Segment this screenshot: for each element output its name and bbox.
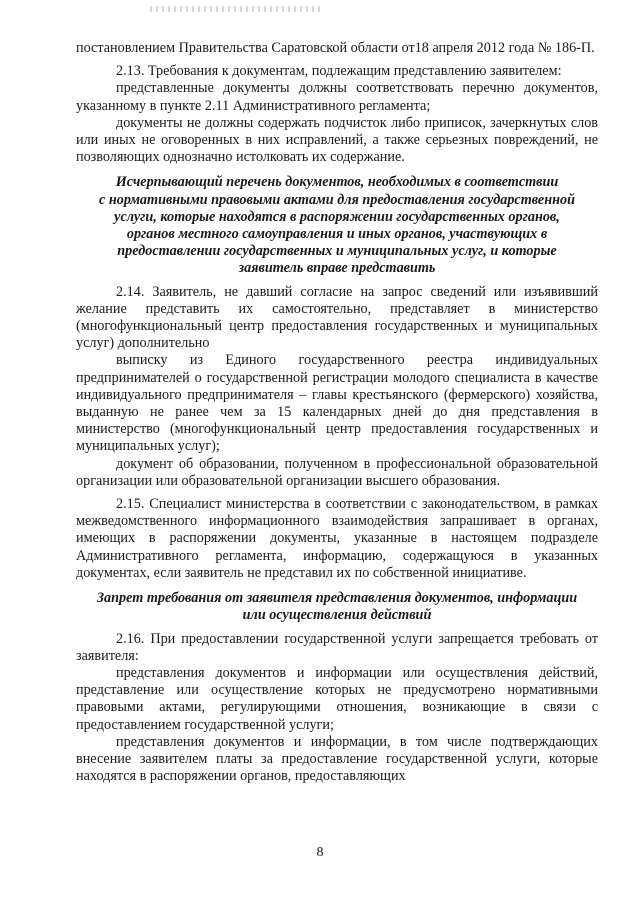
heading-line: Запрет требования от заявителя представления документов, информации xyxy=(96,590,578,607)
section-2-14-item-1: выписку из Единого государственного реестра индивидуальных предпринимателей о государственной регистрации молодого специалиста в качестве индивидуального предпринимателя – главы крестьянского (фермерского) хозяйства, выданную не ранее чем за 15 календарных дней до дня представления в министерство (многофункциональный центр предоставления государственных и муниципальных услуг); xyxy=(76,352,598,455)
heading-line: или осуществления действий xyxy=(242,607,432,624)
section-2-16-item-1: представления документов и информации или осуществления действий, представление или осуществление которых не предусмотрено нормативными правовыми актами, регулирующими отношения, возникающие в связи с предоставлением государственной услуги; xyxy=(76,664,598,733)
heading-line: предоставлении государственных и муниципальных услуг, и которые xyxy=(117,243,557,260)
section-2-13-item-1: представленные документы должны соответствовать перечню документов, указанному в пункте 2.11 Административного регламента; xyxy=(76,80,598,114)
page-number: 8 xyxy=(316,845,324,860)
heading-line: Исчерпывающий перечень документов, необходимых в соответствии xyxy=(115,174,559,191)
section-2-16-item-2: представления документов и информации, в том числе подтверждающих внесение заявителем платы за предоставление государственной услуги, которые находятся в распоряжении органов, предоставляющих xyxy=(76,733,598,785)
document-page xyxy=(76,40,598,785)
heading-line: органов местного самоуправления и иных органов, участвующих в xyxy=(126,226,548,243)
heading-line: с нормативными правовыми актами для предоставления государственной xyxy=(99,191,575,208)
heading-document-list xyxy=(76,174,598,277)
scan-artifact xyxy=(150,6,320,12)
section-2-15-text: 2.15. Специалист министерства в соответствии с законодательством, в рамках межведомственного информационного взаимодействия запрашивает в органах, имеющих в распоряжении документы, указанные в настоящем подразделе Административного регламента, информацию, содержащуюся в указанных документах, если заявитель не представил их по собственной инициативе. xyxy=(76,496,598,581)
section-2-16-title: 2.16. При предоставлении государственной услуги запрещается требовать от заявителя: xyxy=(76,630,598,664)
heading-line: услуги, которые находятся в распоряжении государственных органов, xyxy=(114,208,560,225)
section-2-13-item-2: документы не должны содержать подчисток либо приписок, зачеркнутых слов или иных не оговоренных в них исправлений, а также серьезных повреждений, не позволяющих однозначно истолковать их содержание. xyxy=(76,114,598,166)
intro-text: постановлением Правительства Саратовской области от18 апреля 2012 года № 186-П. xyxy=(76,40,595,56)
heading-line: заявитель вправе представить xyxy=(238,260,436,277)
heading-prohibition xyxy=(76,590,598,624)
section-2-14-item-2: документ об образовании, полученном в профессиональной образовательной организации или образовательной организации высшего образования. xyxy=(76,455,598,489)
section-2-14-title: 2.14. Заявитель, не давший согласие на запрос сведений или изъявивший желание представить их самостоятельно, представляет в министерство (многофункциональный центр предоставления государственных и муниципальных услуг) дополнительно xyxy=(76,283,598,352)
section-2-13-title: 2.13. Требования к документам, подлежащим представлению заявителем: xyxy=(116,63,562,80)
